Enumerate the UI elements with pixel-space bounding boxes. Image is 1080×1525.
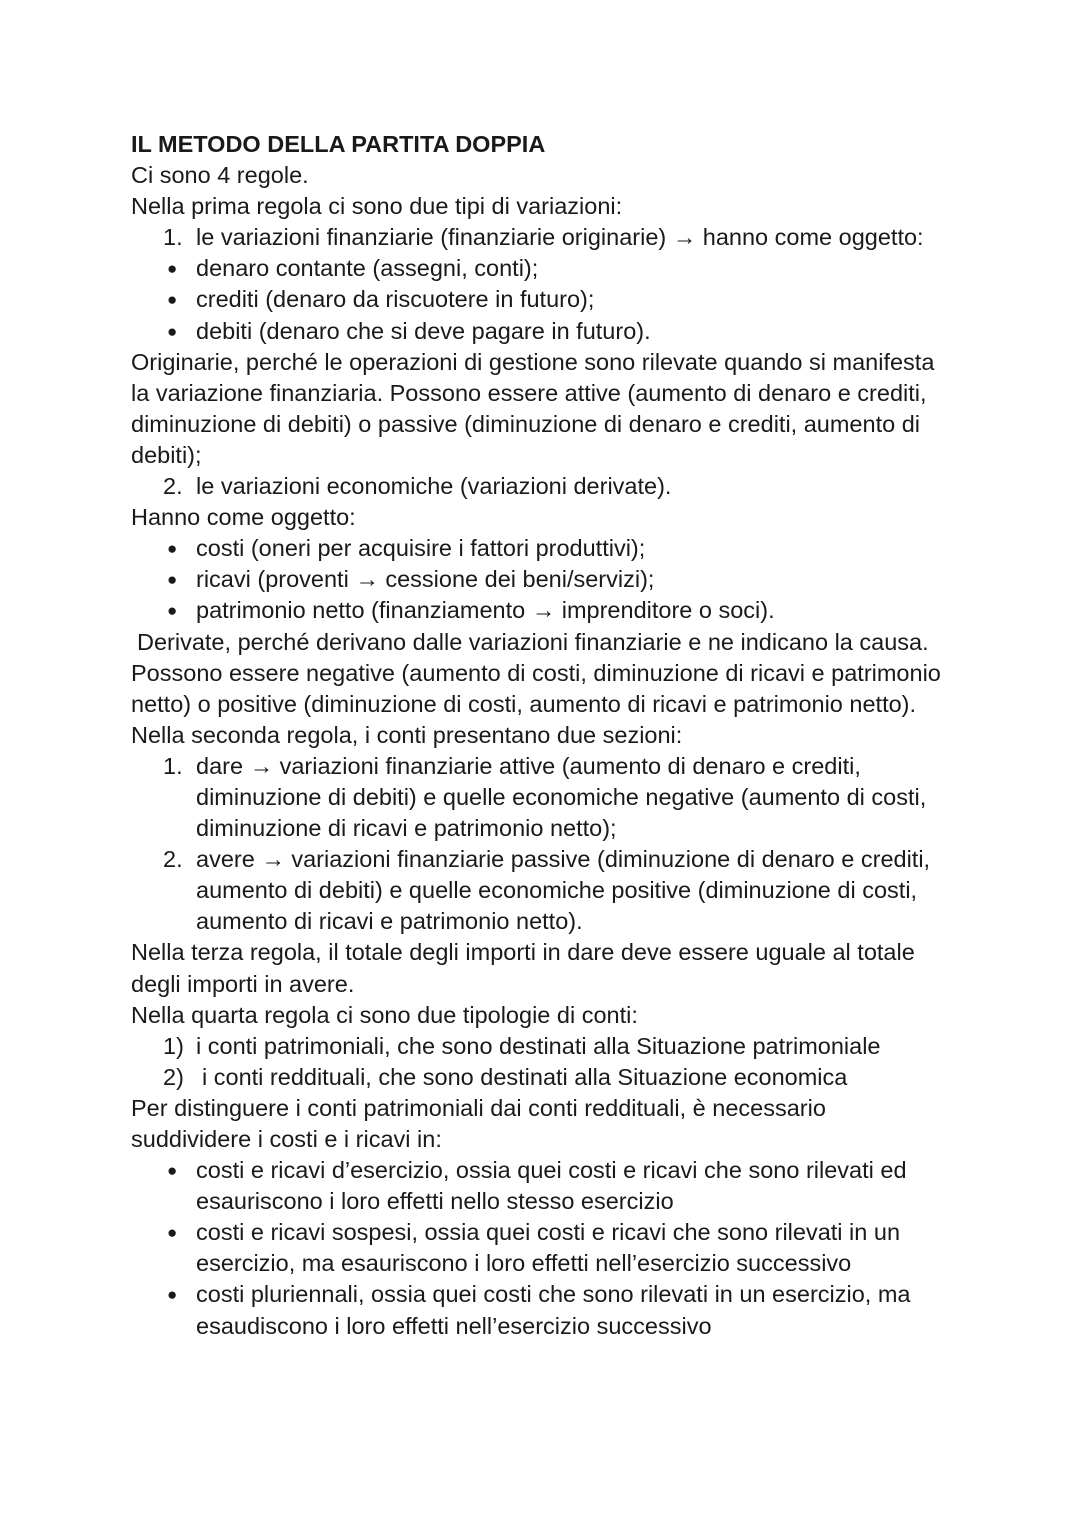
list-item-text: denaro contante (assegni, conti); (196, 255, 539, 282)
list-item-text: esaudiscono i loro effetti nell’esercizio successivo (196, 1312, 712, 1339)
list-item-text: dare → variazioni finanziarie attive (aumento di denaro e crediti, (196, 752, 861, 779)
bullet-list-item (131, 533, 971, 564)
list-item-text: patrimonio netto (finanziamento → imprenditore o soci). (196, 597, 775, 624)
numbered-list-item (131, 1031, 971, 1062)
paragraph-line (131, 347, 971, 378)
document-title: IL METODO DELLA PARTITA DOPPIA (131, 131, 546, 157)
bullet-list-item (131, 253, 971, 284)
list-item-continuation (131, 875, 971, 906)
list-item-continuation (131, 813, 971, 844)
line-text: debiti); (131, 441, 202, 468)
list-item-text: diminuzione di debiti) e quelle economiche negative (aumento di costi, (196, 783, 927, 810)
line-text: Possono essere negative (aumento di costi, diminuzione di ricavi e patrimonio (131, 659, 941, 686)
numbered-list-item (131, 222, 971, 253)
list-item-continuation (131, 1311, 971, 1342)
bullet-list-item (131, 1217, 971, 1248)
paragraph-line (131, 658, 971, 689)
list-number: 2. (163, 846, 183, 873)
list-item-text: ricavi (proventi → cessione dei beni/servizi); (196, 566, 655, 593)
list-number: 1. (163, 752, 183, 779)
list-item-text: costi e ricavi sospesi, ossia quei costi e ricavi che sono rilevati in un (196, 1219, 901, 1246)
numbered-list-item (131, 471, 971, 502)
line-text: Hanno come oggetto: (131, 504, 356, 531)
line-text: Derivate, perché derivano dalle variazioni finanziarie e ne indicano la causa. (137, 628, 929, 655)
paragraph-line (131, 1000, 971, 1031)
list-item-continuation (131, 782, 971, 813)
list-item-text: le variazioni economiche (variazioni derivate). (196, 473, 672, 500)
list-item-text: aumento di ricavi e patrimonio netto). (196, 908, 583, 935)
bullet-icon: ● (167, 1285, 178, 1305)
list-item-text: aumento di debiti) e quelle economiche positive (diminuzione di costi, (196, 877, 918, 904)
line-text: Originarie, perché le operazioni di gestione sono rilevate quando si manifesta (131, 348, 935, 375)
list-item-text: le variazioni finanziarie (finanziarie originarie) → hanno come oggetto: (196, 224, 924, 251)
list-item-continuation (131, 906, 971, 937)
list-item-text: costi pluriennali, ossia quei costi che sono rilevati in un esercizio, ma (196, 1281, 911, 1308)
paragraph-line (131, 689, 971, 720)
numbered-list-item (131, 751, 971, 782)
bullet-icon: ● (167, 290, 178, 310)
list-item-continuation (131, 1186, 971, 1217)
bullet-icon: ● (167, 1161, 178, 1181)
numbered-list-item (131, 844, 971, 875)
line-text: netto) o positive (diminuzione di costi, aumento di ricavi e patrimonio netto). (131, 690, 917, 717)
list-item-text: i conti patrimoniali, che sono destinati alla Situazione patrimoniale (196, 1032, 881, 1059)
line-text: Per distinguere i conti patrimoniali dai conti reddituali, è necessario (131, 1094, 826, 1121)
bullet-list-item (131, 1279, 971, 1310)
numbered-list-item (131, 1062, 971, 1093)
list-number: 2. (163, 473, 183, 500)
list-item-text: i conti reddituali, che sono destinati alla Situazione economica (202, 1063, 848, 1090)
list-item-text: costi (oneri per acquisire i fattori produttivi); (196, 535, 646, 562)
line-text: Nella terza regola, il totale degli importi in dare deve essere uguale al totale (131, 939, 915, 966)
document-body (131, 129, 971, 1342)
list-item-text: costi e ricavi d’esercizio, ossia quei costi e ricavi che sono rilevati ed (196, 1157, 907, 1184)
bullet-list-item (131, 284, 971, 315)
paragraph-line (131, 502, 971, 533)
paragraph-line (131, 191, 971, 222)
bullet-icon: ● (167, 570, 178, 590)
list-item-text: esauriscono i loro effetti nello stesso esercizio (196, 1188, 674, 1215)
line-text: Nella seconda regola, i conti presentano due sezioni: (131, 721, 683, 748)
paragraph-line (131, 937, 971, 968)
bullet-icon: ● (167, 1223, 178, 1243)
line-text: degli importi in avere. (131, 970, 355, 997)
bullet-icon: ● (167, 601, 178, 621)
paragraph-line (131, 409, 971, 440)
list-item-text: diminuzione di ricavi e patrimonio netto); (196, 815, 617, 842)
bullet-list-item (131, 564, 971, 595)
bullet-icon: ● (167, 259, 178, 279)
line-text: Ci sono 4 regole. (131, 162, 309, 189)
line-text: Nella quarta regola ci sono due tipologie di conti: (131, 1001, 638, 1028)
paragraph-line (131, 1124, 971, 1155)
paragraph-line (131, 627, 971, 658)
list-item-text: esercizio, ma esauriscono i loro effetti nell’esercizio successivo (196, 1250, 852, 1277)
bullet-list-item (131, 595, 971, 626)
paragraph-line (131, 160, 971, 191)
bullet-icon: ● (167, 539, 178, 559)
line-text: la variazione finanziaria. Possono essere attive (aumento di denaro e crediti, (131, 379, 927, 406)
bullet-list-item (131, 1155, 971, 1186)
list-item-continuation (131, 1248, 971, 1279)
line-text: diminuzione di debiti) o passive (diminuzione di denaro e crediti, aumento di (131, 410, 920, 437)
paragraph-line (131, 969, 971, 1000)
paragraph-line (131, 440, 971, 471)
bullet-icon: ● (167, 321, 178, 341)
list-item-text: debiti (denaro che si deve pagare in futuro). (196, 317, 651, 344)
list-item-text: crediti (denaro da riscuotere in futuro); (196, 286, 595, 313)
list-item-text: avere → variazioni finanziarie passive (diminuzione di denaro e crediti, (196, 846, 931, 873)
list-number: 1. (163, 224, 183, 251)
list-number: 2) (163, 1063, 184, 1090)
line-text: Nella prima regola ci sono due tipi di variazioni: (131, 193, 623, 220)
paragraph-line (131, 378, 971, 409)
paragraph-line (131, 1093, 971, 1124)
paragraph-line (131, 720, 971, 751)
line-text: suddividere i costi e i ricavi in: (131, 1126, 442, 1152)
bullet-list-item (131, 316, 971, 347)
list-number: 1) (163, 1032, 184, 1059)
